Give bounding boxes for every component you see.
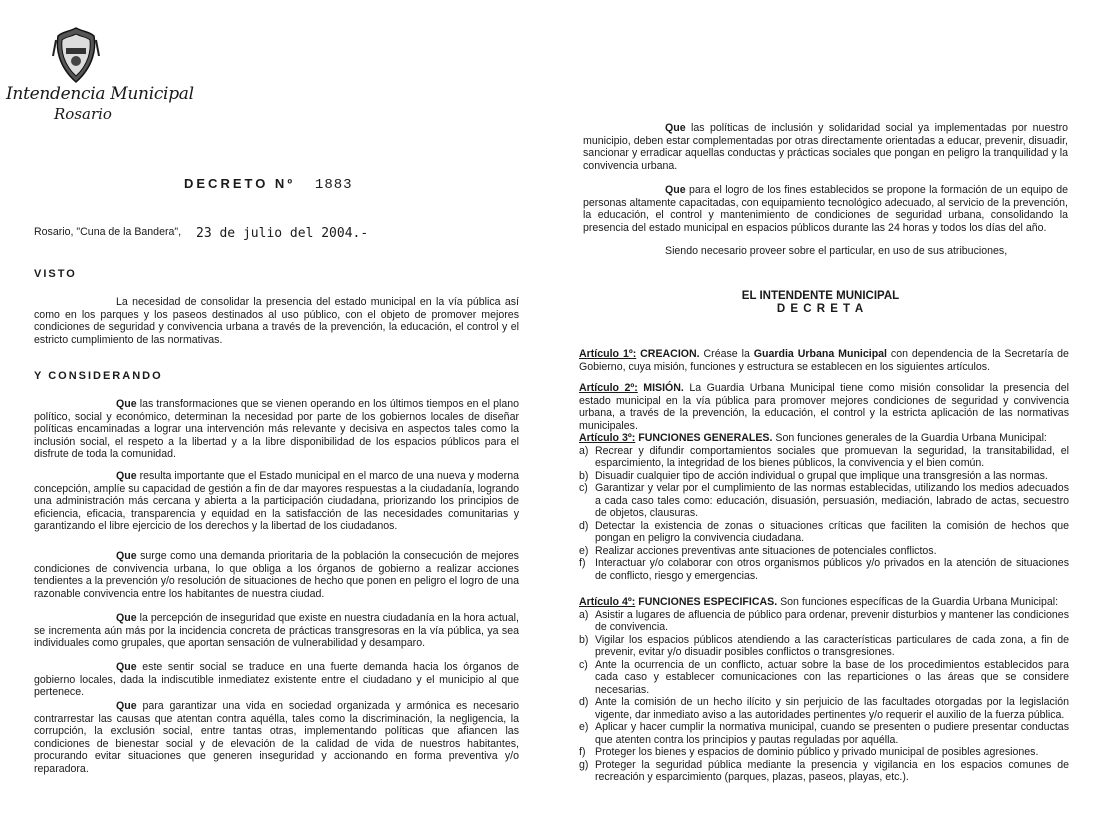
- decree-title: [184, 176, 353, 194]
- considerando-closing: Siendo necesario proveer sobre el particular, en uso de sus atribuciones,: [665, 245, 1008, 257]
- visto-text: La necesidad de consolidar la presencia del estado municipal en la vía pública así como en los parques y los paseos destinados al uso público, con el objeto de promover mejores condiciones de seguridad y convivencia urbana a través de la prevención, la educación, el control y el estricto cumplimiento de las normativas.: [34, 296, 519, 346]
- institution-city: Rosario: [54, 105, 112, 123]
- visto-heading: VISTO: [34, 268, 77, 280]
- decree-date: 23 de julio del 2004.-: [196, 226, 369, 241]
- considerando-paragraph: Que para el logro de los fines establecidos se propone la formación de un equipo de personas altamente capacitadas, con equipamiento tecnológico adecuado, al servicio de la prevención, la educación, el control y mantenimiento de condiciones de seguridad urbana, consolidando la presencia del estado municipal en espacios públicos durante las 24 horas y todos los días del año.: [583, 184, 1068, 234]
- considerando-paragraph: Que para garantizar una vida en sociedad organizada y armónica es necesario contrarrestar las causas que atentan contra aquélla, tales como la discriminación, la negligencia, la corrupción, la exclusión social, entre tantas otras, implementando políticas que afiancen las condiciones de bienestar social y de elevación de la calidad de vida de nuestros habitantes, procurando evitar situaciones que generen inseguridad y accionando en forma preventiva y/o reparadora.: [34, 700, 519, 775]
- list-item: e) Realizar acciones preventivas ante situaciones de potenciales conflictos.: [579, 544, 937, 557]
- list-item: c) Garantizar y velar por el cumplimiento de las normas establecidas, utilizando los medios adecuados a cada caso tales como: educación, disuasión, persuasión, mediación, labrado de actas, secuestro de objetos, clausuras.: [579, 482, 1069, 519]
- list-item: c) Ante la ocurrencia de un conflicto, actuar sobre la base de los procedimientos establecidos para cada caso y establecer comunicaciones con las reparticiones o las áreas que se considere necesarias.: [579, 658, 1069, 696]
- list-item: d) Ante la comisión de un hecho ilícito y sin perjuicio de las facultades otorgadas por la legislación vigente, dar inmediato aviso a las autoridades pertinentes y/o requerir el auxilio de la fuerza pública.: [579, 696, 1069, 721]
- decree-place: Rosario, "Cuna de la Bandera",: [34, 226, 182, 238]
- list-item: d) Detectar la existencia de zonas o situaciones críticas que faciliten la comisión de hechos que pongan en peligro la convivencia ciudadana.: [579, 519, 1069, 544]
- coat-of-arms-icon: [52, 26, 100, 84]
- institution-name: Intendencia Municipal: [6, 84, 194, 104]
- list-item: a) Asistir a lugares de afluencia de público para ordenar, prevenir disturbios y mantener las condiciones de convivencia.: [579, 608, 1069, 633]
- considerando-paragraph: Que las transformaciones que se vienen operando en los últimos tiempos en el plano político, social y económico, determinan la necesidad por parte de los gobiernos locales de diseñar políticas encaminadas a lograr una intervención más relevante y decisiva en aspectos tales como la inclusión social, el respeto a la libertad y a la libre disponibilidad de los espacios públicos para el disfrute de toda la comunidad.: [34, 398, 519, 460]
- list-item: e) Aplicar y hacer cumplir la normativa municipal, cuando se presenten o pudiere presentar conductas que atenten contra los principios y pautas reguladas por aquélla.: [579, 721, 1069, 746]
- article-2: Artículo 2º: MISIÓN. La Guardia Urbana Municipal tiene como misión consolidar la presencia del estado municipal en la vía pública para promover mejores condiciones de seguridad y convivencia urbana, a través de la prevención, la educación, el control y la estricta aplicación de las normativas municipales.: [579, 382, 1069, 432]
- article-3-list: [579, 445, 1069, 583]
- considerando-paragraph: Que las políticas de inclusión y solidaridad social ya implementadas por nuestro municipio, deben estar complementadas por otras directamente orientadas a educar, prevenir, disuadir, sancionar y erradicar aquellas conductas y prácticas sociales que pongan en peligro la tranquilidad y la convivencia urbana.: [583, 122, 1068, 172]
- decreta-title: EL INTENDENTE MUNICIPAL: [741, 290, 900, 302]
- list-item: b) Disuadir cualquier tipo de acción individual o grupal que implique una transgresión a las normas.: [579, 469, 1048, 482]
- right-page: [547, 0, 1094, 824]
- decreta-subtitle: D E C R E T A: [776, 303, 865, 315]
- considerando-paragraph: Que surge como una demanda prioritaria de la población la consecución de mejores condiciones de convivencia urbana, lo que obliga a los órganos de gobierno a realizar acciones tendientes a la prevención y/o resolución de situaciones de hecho que ponen en peligro el logro de una razonable convivencia entre los habitantes de nuestra ciudad.: [34, 550, 519, 600]
- considerando-heading: Y CONSIDERANDO: [34, 370, 163, 382]
- decree-number: 1883: [314, 177, 353, 193]
- list-item: a) Recrear y difundir comportamientos sociales que promuevan la seguridad, la transitabilidad, el esparcimiento, la integridad de los bienes públicos, la convivencia y el bien común.: [579, 444, 1069, 469]
- list-item: f) Proteger los bienes y espacios de dominio público y privado municipal de posibles agresiones.: [579, 746, 1039, 758]
- list-item: f) Interactuar y/o colaborar con otros organismos públicos y/o privados en la atención de situaciones de conflicto, riesgo y emergencias.: [579, 557, 1069, 582]
- list-item: g) Proteger la seguridad pública mediante la presencia y vigilancia en los espacios comunes de recreación y esparcimiento (parques, plazas, paseos, playas, etc.).: [579, 758, 1069, 783]
- considerando-paragraph: Que resulta importante que el Estado municipal en el marco de una nueva y moderna concepción, amplíe su capacidad de gestión a fin de dar mayores respuestas a la ciudadanía, logrando una administración más cercana y abierta a la participación ciudadana, priorizando los principios de eficiencia, eficacia, transparencia y equidad en la satisfacción de las necesidades comunitarias y garantizando el libre ejercicio de los derechos y la libertad de los ciudadanos.: [34, 470, 519, 532]
- decree-label: DECRETO Nº: [184, 176, 296, 191]
- article-4-list: [579, 609, 1069, 784]
- list-item: b) Vigilar los espacios públicos atendiendo a las características particulares de cada zona, a fin de prevenir, evitar y/o disuadir posibles conflictos o transgresiones.: [579, 633, 1069, 658]
- article-1: Artículo 1º: CREACION. Créase la Guardia Urbana Municipal con dependencia de la Secretaría de Gobierno, cuya misión, funciones y estructura se establecen en los siguientes artículos.: [579, 348, 1069, 373]
- considerando-paragraph: Que la percepción de inseguridad que existe en nuestra ciudadanía en la hora actual, se incrementa aún más por la incidencia concreta de prácticas transgresoras en la vía pública, ya sea individuales como grupales, que aportan sensación de vulnerabilidad y desamparo.: [34, 612, 519, 649]
- article-4: Artículo 4º: FUNCIONES ESPECIFICAS. Son funciones específicas de la Guardia Urbana Municipal: a) Asistir a lugares de afluencia de público para ordenar, prevenir disturbios y mantener las condiciones de convivencia. b) Vigilar los espacios públicos atendiendo a las características particulares de cada zona, a fin de prevenir, evitar y/o disuadir posibles conflictos o transgresiones. c) Ante la ocurrencia de un conflicto, actuar sobre la base de los procedimientos establecidos para cada caso y establecer comunicaciones con las reparticiones o las áreas que se considere necesarias. d) Ante la comisión de un hecho ilícito y sin perjuicio de las facultades otorgadas por la legislación vigente, dar inmediato aviso a las autoridades pertinentes y/o requerir el auxilio de la fuerza pública. e) Aplicar y hacer cumplir la normativa municipal, cuando se presenten o pudiere presentar conductas que atenten contra los principios y pautas reguladas por aquélla. f) Proteger los bienes y espacios de dominio público y privado municipal de posibles agresiones. g) Proteger la seguridad pública mediante la presencia y vigilancia en los espacios comunes de recreación y esparcimiento (parques, plazas, paseos, playas, etc.).: [579, 596, 1069, 783]
- considerando-paragraph: Que este sentir social se traduce en una fuerte demanda hacia los órganos de gobierno locales, dada la indiscutible inmediatez existente entre el ciudadano y el municipio al que pertenece.: [34, 661, 519, 698]
- article-3: Artículo 3º: FUNCIONES GENERALES. Son funciones generales de la Guardia Urbana Municipal: a) Recrear y difundir comportamientos sociales que promuevan la seguridad, la transitabilidad, el esparcimiento, la integridad de los bienes públicos, la convivencia y el bien común. b) Disuadir cualquier tipo de acción individual o grupal que implique una transgresión a las normas. c) Garantizar y velar por el cumplimiento de las normas establecidas, utilizando los medios adecuados a cada caso tales como: educación, disuasión, persuasión, mediación, labrado de actas, secuestro de objetos, clausuras. d) Detectar la existencia de zonas o situaciones críticas que faciliten la comisión de hechos que pongan en peligro la convivencia ciudadana. e) Realizar acciones preventivas ante situaciones de potenciales conflictos. f) Interactuar y/o colaborar con otros organismos públicos y/o privados en la atención de situaciones de conflicto, riesgo y emergencias.: [579, 432, 1069, 582]
